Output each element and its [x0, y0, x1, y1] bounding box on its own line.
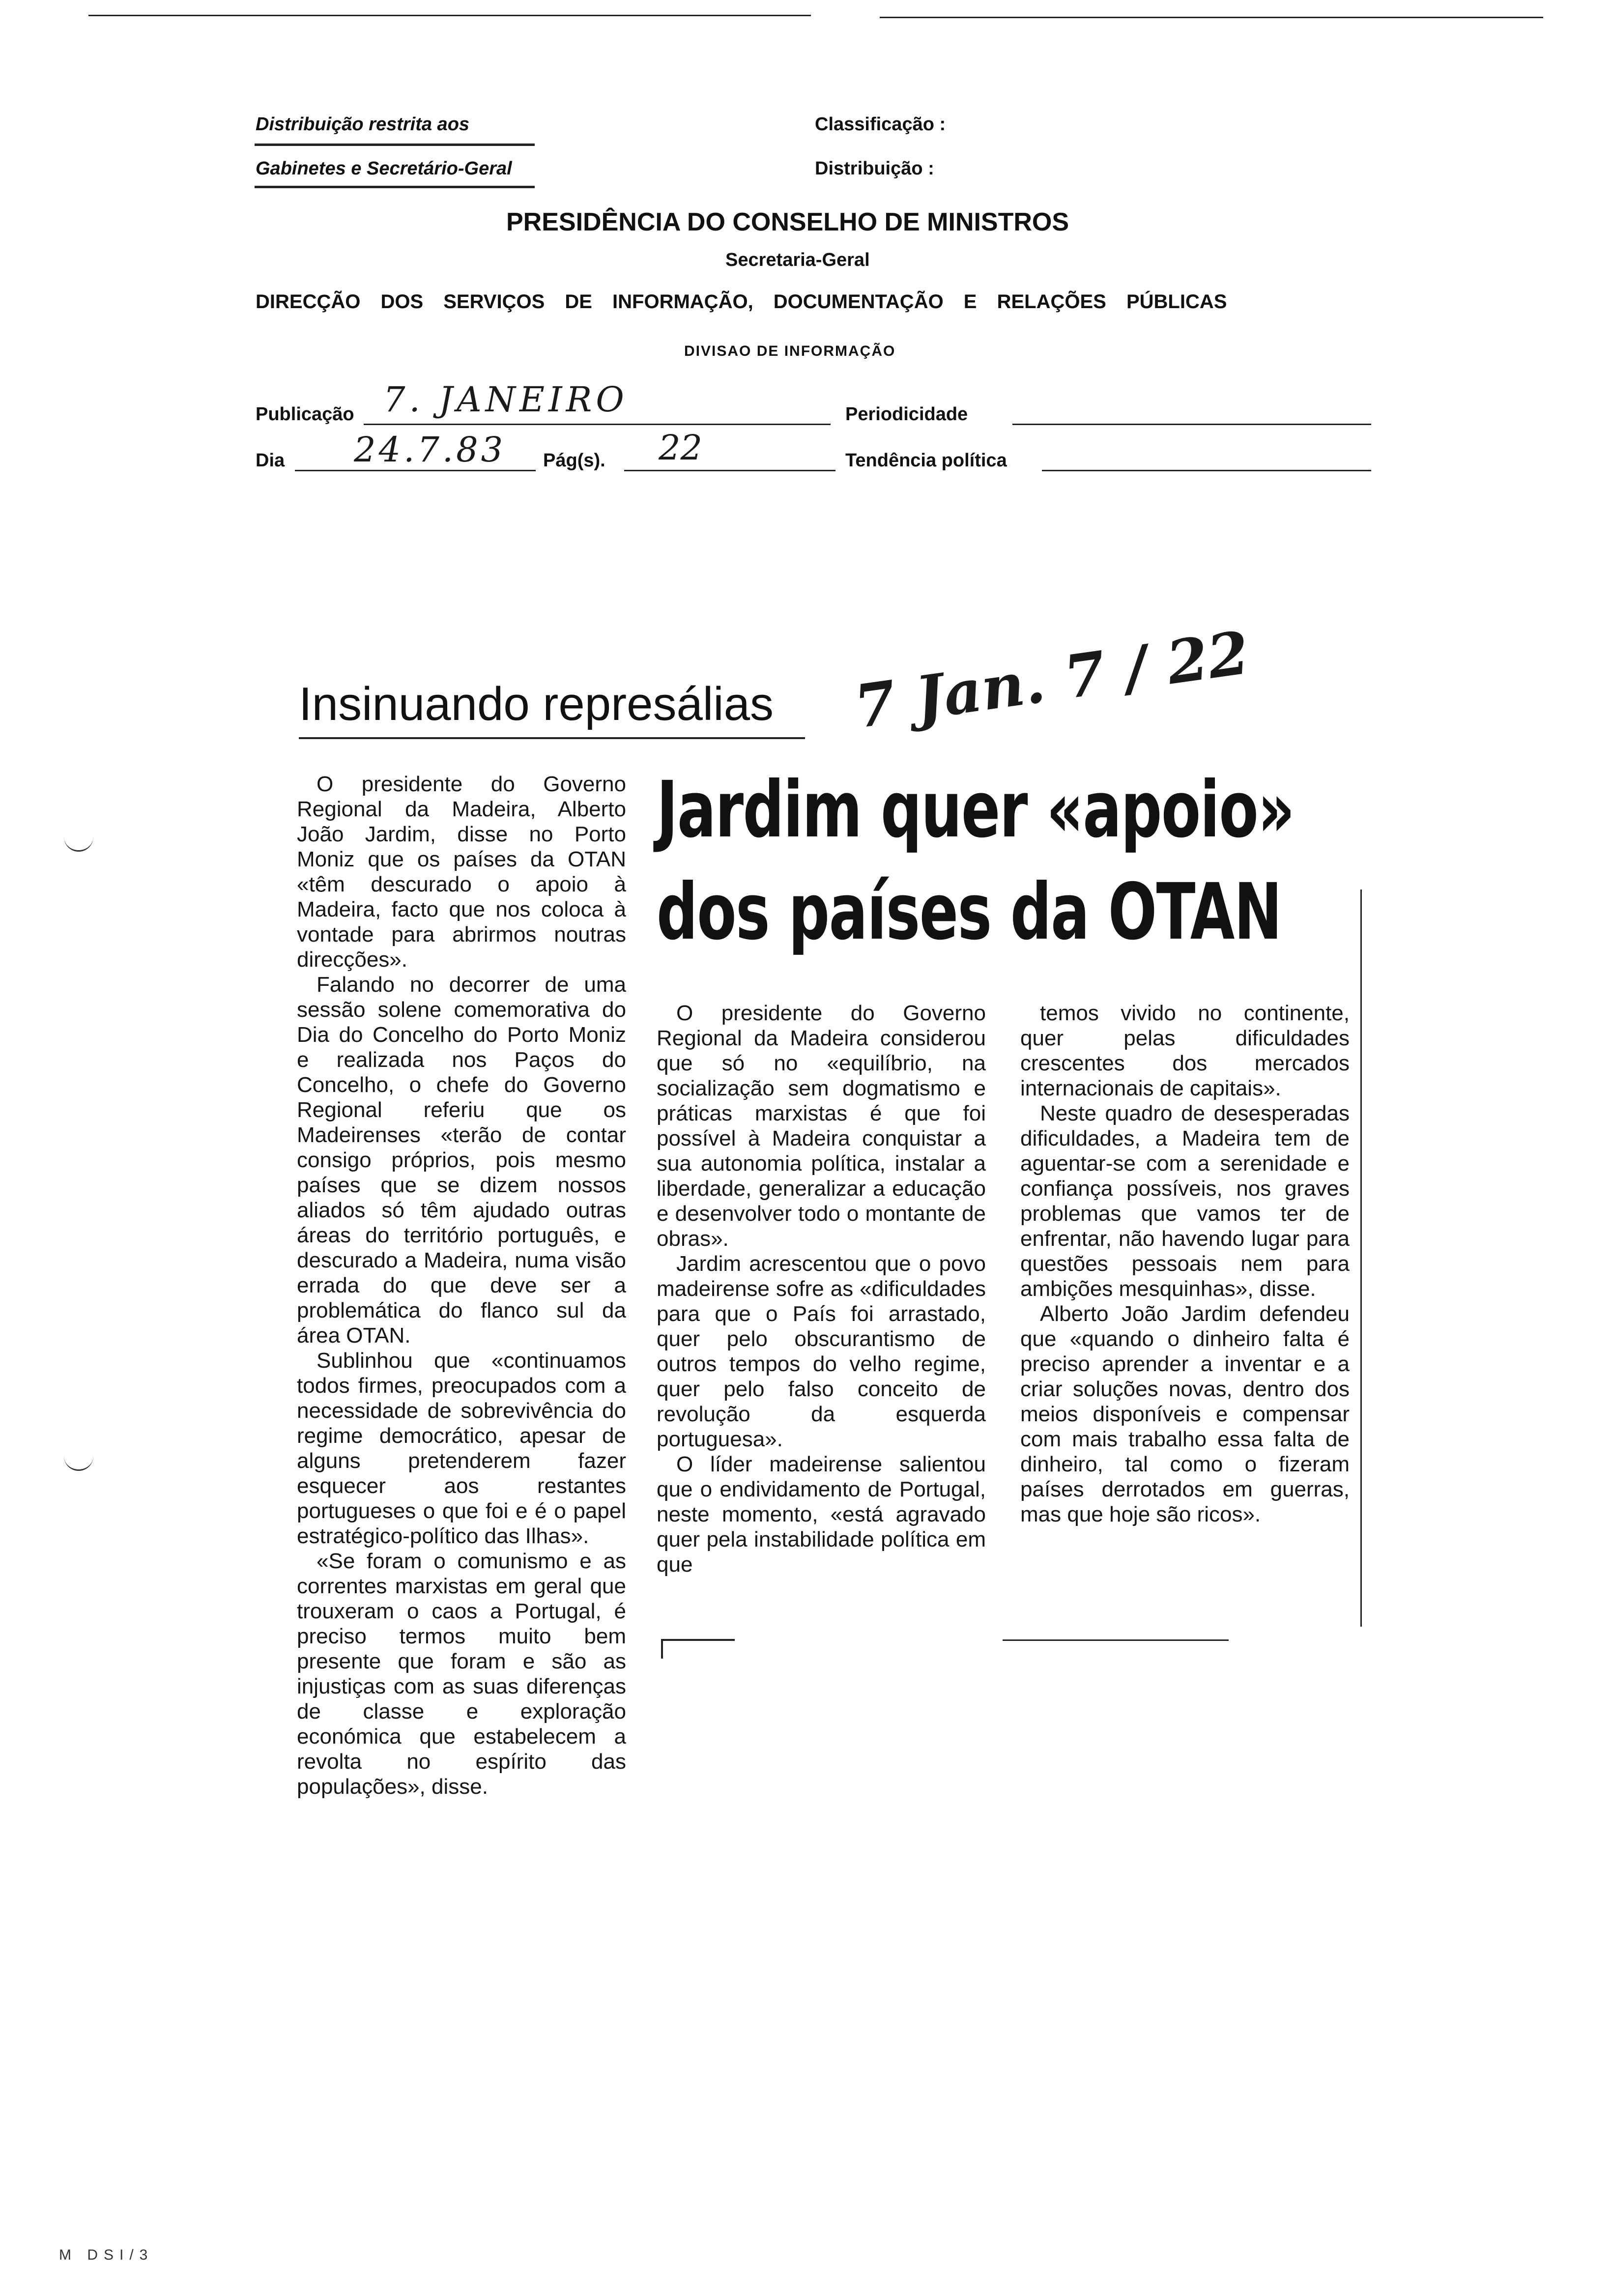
col2-paragraph: O líder madeirense salientou que o endividamento de Portugal, neste momento, «está agravado quer pela instabilidade política em que — [657, 1452, 986, 1577]
col1-paragraph: «Se foram o comunismo e as correntes marxistas em geral que trouxeram o caos a Portugal, é preciso termos muito bem presente que foram e são as injustiças com as suas diferenças de classe e exploração económica que estabelecem a revolta no espírito das populações», disse. — [297, 1549, 626, 1799]
day-value: 24.7.83 — [354, 430, 506, 470]
restricted-line-2: Gabinetes e Secretário-Geral — [256, 158, 512, 179]
article-right-border — [1360, 890, 1362, 1627]
day-line — [295, 470, 536, 471]
col2-paragraph: O presidente do Governo Regional da Madeira considerou que só no «equilíbrio, na socialização sem dogmatismo e práticas marxistas é que foi possível à Madeira conquistar a sua autonomia política, instalar a liberdade, generalizar a educação e desenvolver todo o montante de obras». — [657, 1001, 986, 1251]
restricted-line-1: Distribuição restrita aos — [256, 114, 470, 135]
column-end-mark-left — [661, 1639, 735, 1641]
org-subtitle: Secretaria-Geral — [725, 250, 870, 270]
col1-paragraph: Sublinhou que «continuamos todos firmes, preocupados com a necessidade de sobrevivência do regime democrático, apesar de alguns pretenderem fazer esquecer aos restantes portugueses o que foi e é o papel estratégico-político das Ilhas». — [297, 1349, 626, 1548]
article-column-2 — [657, 1001, 986, 1577]
col3-paragraph: temos vivido no continente, quer pelas dificuldades crescentes dos mercados internacionais de capitais». — [1020, 1001, 1350, 1100]
col1-paragraph: O presidente do Governo Regional da Madeira, Alberto João Jardim, disse no Porto Moniz que os países da OTAN «têm descurado o apoio à Madeira, facto que nos coloca à vontade para abrirmos noutras direcções». — [297, 772, 626, 972]
punch-mark-upper — [64, 835, 93, 852]
restricted-underline-2 — [255, 186, 535, 188]
headline-line-2: dos países da OTAN — [657, 867, 1282, 957]
restricted-underline-1 — [255, 144, 535, 146]
distribution-label: Distribuição : — [815, 158, 934, 179]
col3-paragraph: Neste quadro de desesperadas dificuldades, a Madeira tem de aguentar-se com a serenidade e confiança possíveis, nos graves problemas que vamos ter de enfrentar, não havendo lugar para questões pessoais nem para ambições mesquinhas», disse. — [1020, 1101, 1350, 1301]
section-heading-underline — [299, 737, 805, 739]
column-end-mark-left-tick — [661, 1639, 663, 1659]
publication-line — [364, 424, 831, 425]
tendency-line — [1042, 470, 1371, 471]
col2-paragraph: Jardim acrescentou que o povo madeirense sofre as «dificuldades para que o País foi arrastado, quer pelo obscurantismo de outros tempos do velho regime, quer pelo falso conceito de revolução da esquerda portuguesa». — [657, 1252, 986, 1451]
scan-edge-rule-right — [880, 17, 1543, 18]
page-label: Pág(s). — [543, 450, 605, 471]
article-column-1 — [297, 772, 626, 1799]
day-label: Dia — [256, 450, 285, 471]
handwritten-note: 7 Jan. 7 / 22 — [850, 618, 1254, 742]
publication-label: Publicação — [256, 404, 354, 425]
periodicity-label: Periodicidade — [845, 404, 968, 425]
section-heading: Insinuando represálias — [299, 678, 774, 730]
division: DIVISAO DE INFORMAÇÃO — [684, 343, 896, 359]
punch-mark-lower — [64, 1455, 93, 1471]
directorate: DIRECÇÃO DOS SERVIÇOS DE INFORMAÇÃO, DOCUMENTAÇÃO E RELAÇÕES PÚBLICAS — [256, 291, 1227, 313]
tendency-label: Tendência política — [845, 450, 1007, 471]
scan-edge-rule-left — [88, 15, 811, 16]
col1-paragraph: Falando no decorrer de uma sessão solene comemorativa do Dia do Concelho do Porto Moniz e realizada nos Paços do Concelho, o chefe do Governo Regional referiu que os Madeirenses «terão de contar consigo próprios, pois mesmo países que se dizem nossos aliados só têm ajudado outras áreas do território português, e descurado a Madeira, numa visão errada do que deve ser a problemática do flanco sul da área OTAN. — [297, 973, 626, 1348]
periodicity-line — [1012, 424, 1371, 425]
article-column-3 — [1020, 1001, 1350, 1527]
column-end-mark-right — [1003, 1639, 1229, 1641]
page-value: 22 — [659, 428, 703, 468]
col3-paragraph: Alberto João Jardim defendeu que «quando o dinheiro falta é preciso aprender a inventar e a criar soluções novas, dentro dos meios disponíveis e compensar com mais trabalho essa falta de dinheiro, tal como o fizeram países derrotados em guerras, mas que hoje são ricos». — [1020, 1302, 1350, 1526]
form-code: M DSI/3 — [59, 2247, 154, 2263]
org-title: PRESIDÊNCIA DO CONSELHO DE MINISTROS — [506, 208, 1069, 236]
publication-value: 7. JANEIRO — [383, 379, 628, 420]
classification-label: Classificação : — [815, 114, 946, 135]
page-line — [624, 470, 835, 471]
headline-line-1: Jardim quer «apoio» — [657, 765, 1295, 855]
